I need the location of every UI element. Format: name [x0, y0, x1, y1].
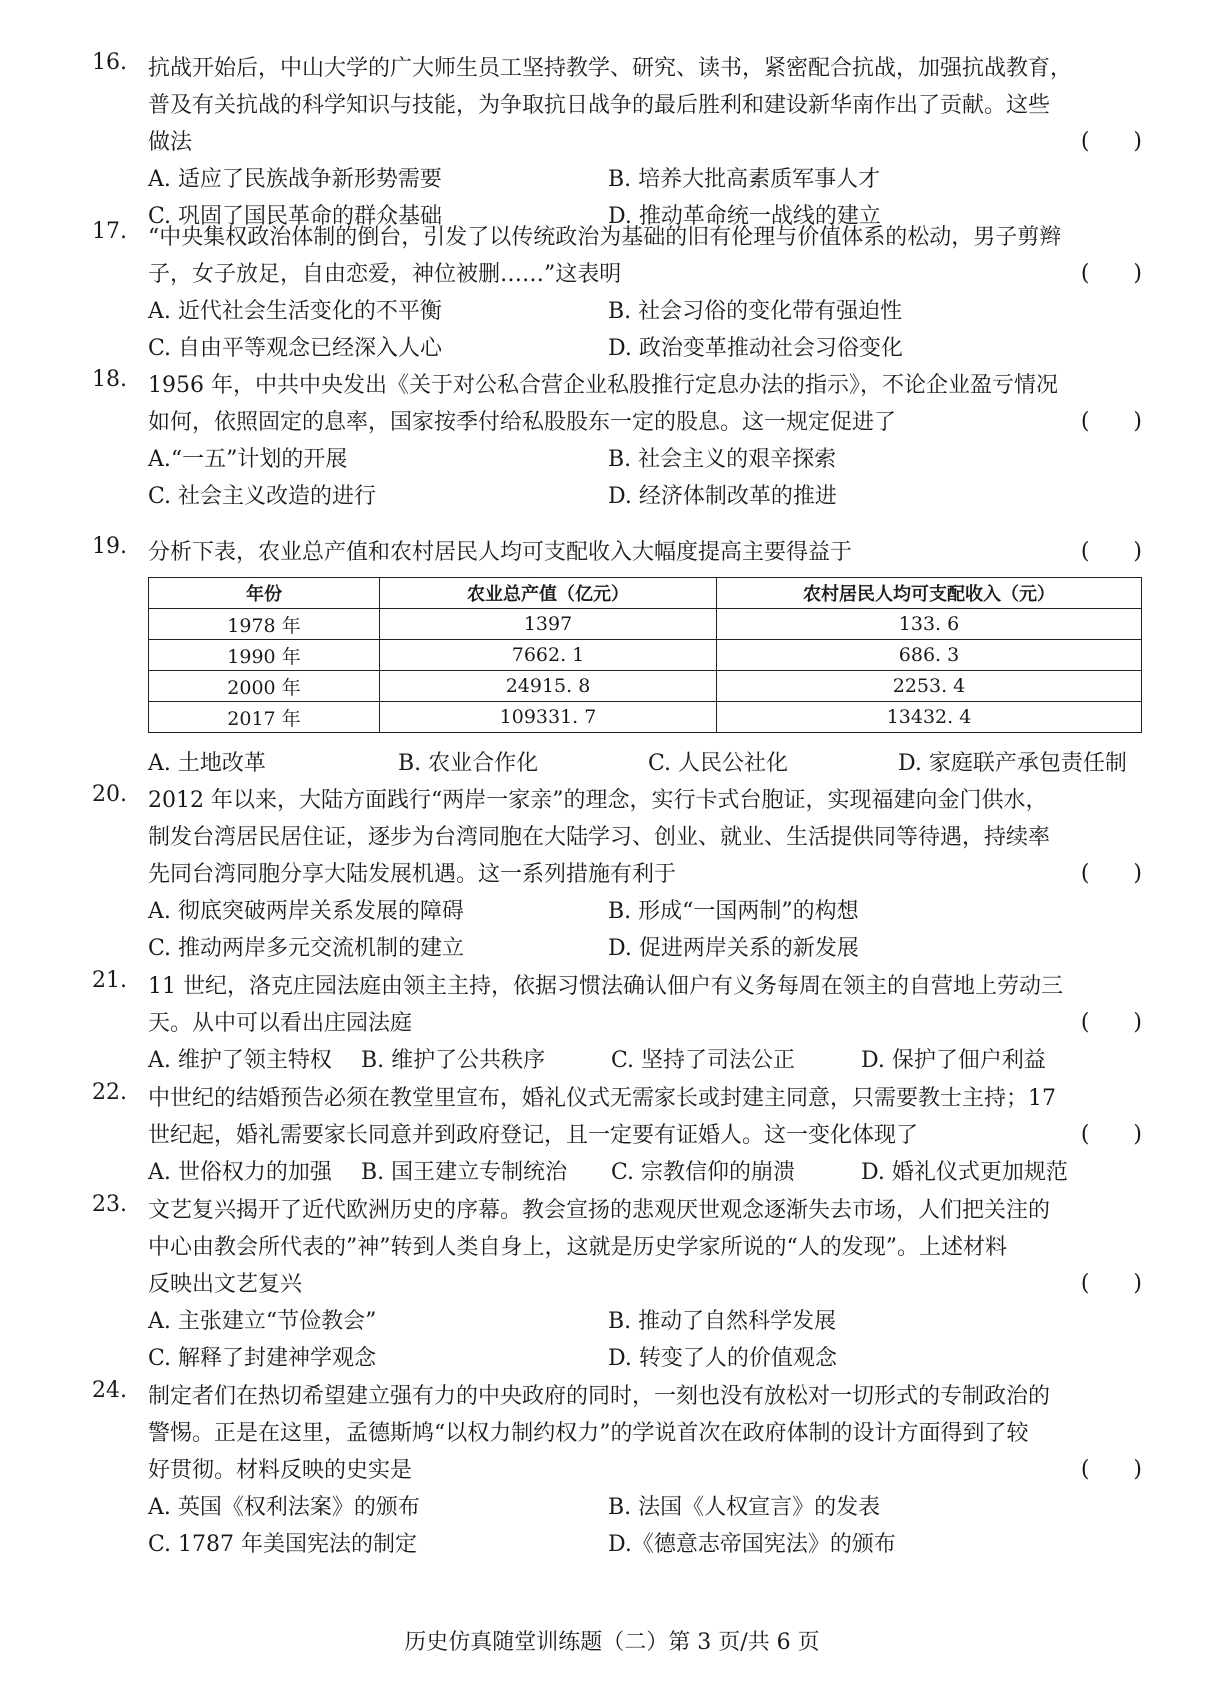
question-20 [92, 782, 1142, 967]
question-21 [92, 968, 1142, 1079]
stem-line: 子，女子放足，自由恋爱，神位被删……”这表明 [148, 262, 622, 287]
stem-line: 做法 [148, 130, 193, 155]
column-header: 年份 [149, 578, 380, 609]
option-a: A. 适应了民族战争新形势需要 [148, 167, 442, 192]
table-cell: 1397 [380, 609, 717, 640]
question-number: 24. [92, 1378, 127, 1403]
stem-line: 警惕。正是在这里，孟德斯鸠“以权力制约权力”的学说首次在政府体制的设计方面得到了较 [148, 1421, 1029, 1446]
table-header-row [149, 578, 1142, 609]
option-d: D.《德意志帝国宪法》的颁布 [608, 1532, 896, 1557]
question-stem [148, 534, 1142, 571]
question-number: 16. [92, 50, 127, 75]
stem-line: 好贯彻。材料反映的史实是 [148, 1458, 413, 1483]
option-b: B. 维护了公共秩序 [361, 1048, 546, 1073]
options [148, 293, 1142, 367]
table-cell: 13432. 4 [717, 702, 1142, 733]
stem-line: 分析下表，农业总产值和农村居民人均可支配收入大幅度提高主要得益于 [148, 540, 853, 565]
stem-line: 先同台湾同胞分享大陆发展机遇。这一系列措施有利于 [148, 862, 677, 887]
stem-line: 天。从中可以看出庄园法庭 [148, 1011, 413, 1036]
options [148, 893, 1142, 967]
table-cell: 2000 年 [149, 671, 380, 702]
column-header: 农业总产值（亿元） [380, 578, 717, 609]
options [148, 745, 1142, 782]
option-a: A.“一五”计划的开展 [148, 447, 348, 472]
stem-line: “中央集权政治体制的倒台，引发了以传统政治为基础的旧有伦理与价值体系的松动，男子剪辫 [148, 225, 1062, 250]
stem-line: 1956 年，中共中央发出《关于对公私合营企业私股推行定息办法的指示》，不论企业盈亏情况 [148, 373, 1058, 398]
option-d: D. 政治变革推动社会习俗变化 [608, 336, 903, 361]
option-a: A. 土地改革 [148, 751, 266, 776]
table-row [149, 671, 1142, 702]
table-row [149, 640, 1142, 671]
table-cell: 1978 年 [149, 609, 380, 640]
question-number: 23. [92, 1192, 127, 1217]
option-d: D. 促进两岸关系的新发展 [608, 936, 859, 961]
stem-line: 中世纪的结婚预告必须在教堂里宣布，婚礼仪式无需家长或封建主同意，只需要教士主持；17 [148, 1086, 1056, 1111]
stem-line: 如何，依照固定的息率，国家按季付给私股股东一定的股息。这一规定促进了 [148, 410, 897, 435]
table-cell: 2017 年 [149, 702, 380, 733]
table-row [149, 609, 1142, 640]
question-stem [148, 1378, 1142, 1489]
option-c: C. 巩固了国民革命的群众基础 [148, 204, 443, 229]
question-stem [148, 968, 1142, 1042]
option-c: C. 解释了封建神学观念 [148, 1346, 377, 1371]
option-c: C. 人民公社化 [648, 751, 789, 776]
question-24 [92, 1378, 1142, 1563]
option-b: B. 社会习俗的变化带有强迫性 [608, 299, 903, 324]
answer-blank: ( ) [1080, 1271, 1142, 1296]
option-a: A. 维护了领主特权 [148, 1048, 332, 1073]
answer-blank: ( ) [1080, 129, 1142, 154]
option-c: C. 推动两岸多元交流机制的建立 [148, 936, 465, 961]
page-footer: 历史仿真随堂训练题（二）第 3 页/共 6 页 [404, 1630, 820, 1655]
question-22 [92, 1080, 1142, 1191]
answer-blank: ( ) [1080, 861, 1142, 886]
stem-line: 世纪起，婚礼需要家长同意并到政府登记，且一定要有证婚人。这一变化体现了 [148, 1123, 919, 1148]
option-d: D. 婚礼仪式更加规范 [861, 1160, 1068, 1185]
stem-line: 文艺复兴揭开了近代欧洲历史的序幕。教会宣扬的悲观厌世观念逐渐失去市场，人们把关注的 [148, 1198, 1051, 1223]
option-d: D. 家庭联产承包责任制 [898, 751, 1127, 776]
question-number: 20. [92, 782, 127, 807]
option-b: B. 推动了自然科学发展 [608, 1309, 837, 1334]
question-number: 19. [92, 534, 127, 559]
question-stem [148, 50, 1142, 161]
table-cell: 133. 6 [717, 609, 1142, 640]
stem-line: 中心由教会所代表的”神”转到人类自身上，这就是历史学家所说的“人的发现”。上述材料 [148, 1235, 1007, 1260]
question-number: 18. [92, 367, 127, 392]
table-cell: 109331. 7 [380, 702, 717, 733]
question-number: 22. [92, 1080, 127, 1105]
option-c: C. 宗教信仰的崩溃 [611, 1160, 796, 1185]
question-stem [148, 1192, 1142, 1303]
option-a: A. 主张建立“节俭教会” [148, 1309, 377, 1334]
column-header: 农村居民人均可支配收入（元） [717, 578, 1142, 609]
stem-line: 反映出文艺复兴 [148, 1272, 303, 1297]
option-c: C. 1787 年美国宪法的制定 [148, 1532, 418, 1557]
option-b: B. 法国《人权宣言》的发表 [608, 1495, 881, 1520]
option-d: D. 转变了人的价值观念 [608, 1346, 837, 1371]
question-stem [148, 219, 1142, 293]
question-number: 21. [92, 968, 127, 993]
option-c: C. 自由平等观念已经深入人心 [148, 336, 443, 361]
stem-line: 抗战开始后，中山大学的广大师生员工坚持教学、研究、读书，紧密配合抗战，加强抗战教育， [148, 56, 1073, 81]
stem-line: 11 世纪，洛克庄园法庭由领主主持，依据习惯法确认佃户有义务每周在领主的自营地上劳动三 [148, 974, 1063, 999]
option-c: C. 坚持了司法公正 [611, 1048, 796, 1073]
options [148, 1489, 1142, 1563]
table-cell: 24915. 8 [380, 671, 717, 702]
options [148, 441, 1142, 515]
question-19 [92, 534, 1142, 571]
answer-blank: ( ) [1080, 261, 1142, 286]
options [148, 1042, 1142, 1079]
option-c: C. 社会主义改造的进行 [148, 484, 377, 509]
answer-blank: ( ) [1080, 1010, 1142, 1035]
option-d: D. 保护了佃户利益 [861, 1048, 1046, 1073]
option-a: A. 英国《权利法案》的颁布 [148, 1495, 420, 1520]
option-d: D. 经济体制改革的推进 [608, 484, 837, 509]
question-23 [92, 1192, 1142, 1377]
option-b: B. 国王建立专制统治 [361, 1160, 568, 1185]
options [148, 1154, 1142, 1191]
answer-blank: ( ) [1080, 1457, 1142, 1482]
table-cell: 1990 年 [149, 640, 380, 671]
stem-line: 2012 年以来，大陆方面践行“两岸一家亲”的理念，实行卡式台胞证，实现福建向金门供水， [148, 788, 1048, 813]
stem-line: 制发台湾居民居住证，逐步为台湾同胞在大陆学习、创业、就业、生活提供同等待遇，持续率 [148, 825, 1051, 850]
option-b: B. 培养大批高素质军事人才 [608, 167, 881, 192]
answer-blank: ( ) [1080, 409, 1142, 434]
option-b: B. 形成“一国两制”的构想 [608, 899, 859, 924]
question-17 [92, 219, 1142, 367]
answer-blank: ( ) [1080, 539, 1142, 564]
answer-blank: ( ) [1080, 1122, 1142, 1147]
option-a: A. 近代社会生活变化的不平衡 [148, 299, 442, 324]
question-16 [92, 50, 1142, 235]
question-18 [92, 367, 1142, 515]
data-table [148, 577, 1142, 733]
option-b: B. 农业合作化 [398, 751, 539, 776]
option-d: D. 推动革命统一战线的建立 [608, 204, 881, 229]
option-a: A. 彻底突破两岸关系发展的障碍 [148, 899, 464, 924]
option-b: B. 社会主义的艰辛探索 [608, 447, 837, 472]
table-cell: 7662. 1 [380, 640, 717, 671]
question-number: 17. [92, 219, 127, 244]
question-stem [148, 367, 1142, 441]
option-a: A. 世俗权力的加强 [148, 1160, 332, 1185]
question-stem [148, 1080, 1142, 1154]
stem-line: 普及有关抗战的科学知识与技能，为争取抗日战争的最后胜利和建设新华南作出了贡献。这些 [148, 93, 1051, 118]
table-cell: 2253. 4 [717, 671, 1142, 702]
table-row [149, 702, 1142, 733]
table-cell: 686. 3 [717, 640, 1142, 671]
options [148, 1303, 1142, 1377]
question-19-options [92, 745, 1142, 782]
question-stem [148, 782, 1142, 893]
stem-line: 制定者们在热切希望建立强有力的中央政府的同时，一刻也没有放松对一切形式的专制政治的 [148, 1384, 1051, 1409]
